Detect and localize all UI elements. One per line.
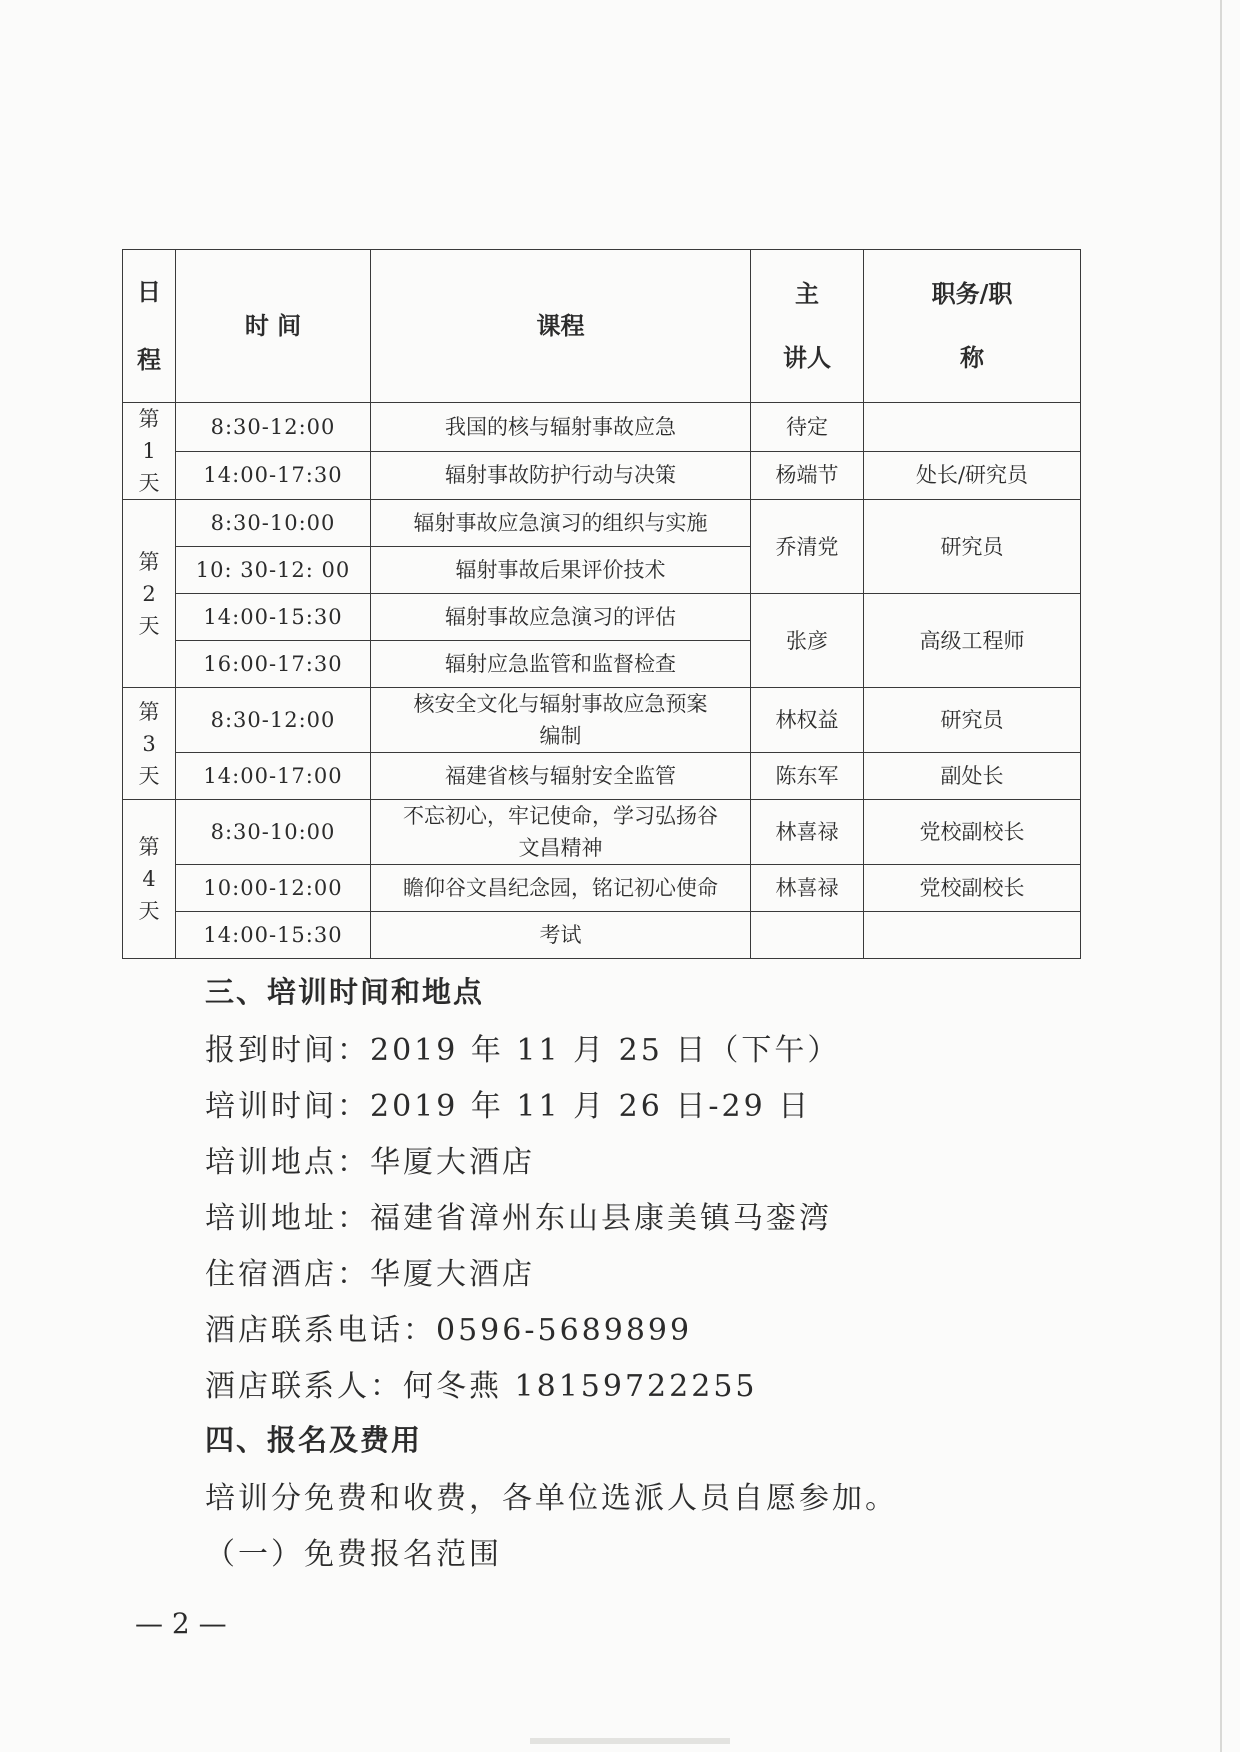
training-venue-line: 培训地点：华厦大酒店 — [205, 1145, 535, 1180]
table-row — [123, 403, 1081, 452]
training-address-line: 培训地址：福建省漳州东山县康美镇马銮湾 — [205, 1201, 832, 1236]
scan-artifact — [530, 1738, 730, 1744]
host-cell: 杨端节 — [751, 451, 864, 500]
title-cell: 党校副校长 — [864, 865, 1081, 912]
time-cell: 8:30-12:00 — [176, 688, 371, 753]
table-row — [123, 451, 1081, 500]
hotel-phone-line: 酒店联系电话：0596-5689899 — [205, 1313, 693, 1348]
page-edge-line — [1220, 0, 1222, 1752]
time-cell: 8:30-12:00 — [176, 403, 371, 452]
header-time: 时 间 — [176, 250, 371, 403]
page-number: — 2 — — [135, 1607, 227, 1640]
time-cell: 14:00-15:30 — [176, 594, 371, 641]
title-cell: 研究员 — [864, 688, 1081, 753]
course-cell: 辐射事故应急演习的组织与实施 — [371, 500, 751, 547]
host-cell: 林喜禄 — [751, 800, 864, 865]
course-cell: 辐射事故防护行动与决策 — [371, 451, 751, 500]
time-cell: 8:30-10:00 — [176, 800, 371, 865]
training-time-line: 培训时间：2019 年 11 月 26 日-29 日 — [205, 1089, 812, 1124]
course-cell: 辐射事故后果评价技术 — [371, 547, 751, 594]
table-row — [123, 594, 1081, 641]
table-row — [123, 865, 1081, 912]
section-3-heading: 三、培训时间和地点 — [205, 975, 485, 1009]
title-cell: 处长/研究员 — [864, 451, 1081, 500]
header-title: 职务/职 称 — [864, 250, 1081, 403]
free-scope-line: （一）免费报名范围 — [205, 1537, 502, 1572]
course-cell: 福建省核与辐射安全监管 — [371, 753, 751, 800]
title-cell: 高级工程师 — [864, 594, 1081, 688]
title-cell: 副处长 — [864, 753, 1081, 800]
course-cell: 辐射事故应急演习的评估 — [371, 594, 751, 641]
course-cell: 瞻仰谷文昌纪念园，铭记初心使命 — [371, 865, 751, 912]
training-schedule-table — [122, 249, 1081, 959]
title-cell — [864, 403, 1081, 452]
day-1-cell: 第 1 天 — [123, 403, 176, 500]
title-cell: 研究员 — [864, 500, 1081, 594]
table-row — [123, 500, 1081, 547]
course-cell: 核安全文化与辐射事故应急预案 编制 — [371, 688, 751, 753]
title-cell — [864, 912, 1081, 959]
title-cell: 党校副校长 — [864, 800, 1081, 865]
host-cell — [751, 912, 864, 959]
host-cell: 陈东军 — [751, 753, 864, 800]
time-cell: 14:00-15:30 — [176, 912, 371, 959]
day-2-cell: 第 2 天 — [123, 500, 176, 688]
time-cell: 16:00-17:30 — [176, 641, 371, 688]
fee-description-line: 培训分免费和收费，各单位选派人员自愿参加。 — [205, 1481, 898, 1516]
day-4-cell: 第 4 天 — [123, 800, 176, 959]
host-cell: 林喜禄 — [751, 865, 864, 912]
time-cell: 10:00-12:00 — [176, 865, 371, 912]
host-cell: 待定 — [751, 403, 864, 452]
table-row — [123, 688, 1081, 753]
host-cell: 乔清党 — [751, 500, 864, 594]
course-cell: 我国的核与辐射事故应急 — [371, 403, 751, 452]
hotel-contact-line: 酒店联系人：何冬燕 18159722255 — [205, 1369, 758, 1404]
time-cell: 8:30-10:00 — [176, 500, 371, 547]
header-course: 课程 — [371, 250, 751, 403]
section-4-heading: 四、报名及费用 — [205, 1423, 423, 1457]
time-cell: 10: 30-12: 00 — [176, 547, 371, 594]
host-cell: 张彦 — [751, 594, 864, 688]
table-row — [123, 800, 1081, 865]
hotel-line: 住宿酒店：华厦大酒店 — [205, 1257, 535, 1292]
time-cell: 14:00-17:30 — [176, 451, 371, 500]
time-cell: 14:00-17:00 — [176, 753, 371, 800]
header-host: 主 讲人 — [751, 250, 864, 403]
host-cell: 林权益 — [751, 688, 864, 753]
day-3-cell: 第 3 天 — [123, 688, 176, 800]
header-day: 日 程 — [123, 250, 176, 403]
registration-time-line: 报到时间：2019 年 11 月 25 日（下午） — [205, 1033, 841, 1068]
course-cell: 不忘初心，牢记使命，学习弘扬谷 文昌精神 — [371, 800, 751, 865]
table-row — [123, 753, 1081, 800]
course-cell: 辐射应急监管和监督检查 — [371, 641, 751, 688]
table-row — [123, 912, 1081, 959]
table-header-row — [123, 250, 1081, 403]
course-cell: 考试 — [371, 912, 751, 959]
